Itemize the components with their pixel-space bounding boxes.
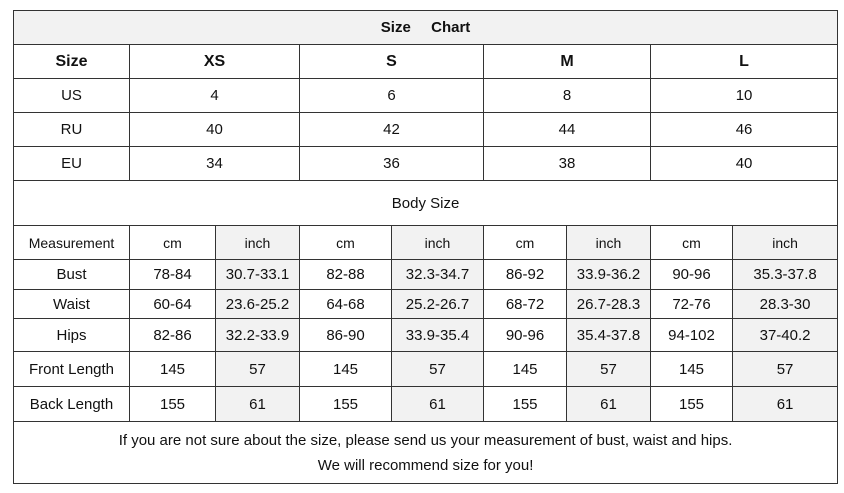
row-label: RU: [14, 113, 130, 147]
measurement-header: Measurement: [14, 226, 130, 260]
table-cell: 155: [130, 387, 216, 422]
row-label: Front Length: [14, 352, 130, 387]
conversion-row-us: [14, 79, 838, 113]
table-cell: 26.7-28.3: [567, 290, 651, 319]
table-cell: 28.3-30: [733, 290, 838, 319]
table-cell: 30.7-33.1: [216, 260, 300, 290]
measurement-row-hips: [14, 319, 838, 352]
table-cell: 155: [300, 387, 392, 422]
table-cell: 61: [567, 387, 651, 422]
table-cell: 78-84: [130, 260, 216, 290]
row-label: Waist: [14, 290, 130, 319]
unit-row: [14, 226, 838, 260]
table-cell: 145: [130, 352, 216, 387]
table-cell: 32.2-33.9: [216, 319, 300, 352]
measurement-row-front-length: [14, 352, 838, 387]
table-cell: 38: [484, 147, 651, 181]
table-cell: 37-40.2: [733, 319, 838, 352]
table-cell: 61: [392, 387, 484, 422]
unit-cm: cm: [300, 226, 392, 260]
note-line-1: If you are not sure about the size, please send us your measurement of bust, waist and hips.: [118, 431, 733, 449]
table-cell: 61: [216, 387, 300, 422]
table-cell: 64-68: [300, 290, 392, 319]
table-cell: 36: [300, 147, 484, 181]
table-cell: 86-90: [300, 319, 392, 352]
table-cell: 40: [130, 113, 300, 147]
table-cell: 72-76: [651, 290, 733, 319]
table-cell: 60-64: [130, 290, 216, 319]
chart-title: Size Chart: [14, 11, 838, 45]
table-cell: 33.9-35.4: [392, 319, 484, 352]
size-header-m: M: [484, 45, 651, 79]
measurement-row-back-length: [14, 387, 838, 422]
size-column-header: Size: [14, 45, 130, 79]
size-header-l: L: [651, 45, 838, 79]
conversion-row-eu: [14, 147, 838, 181]
table-cell: 90-96: [484, 319, 567, 352]
table-cell: 6: [300, 79, 484, 113]
table-cell: 44: [484, 113, 651, 147]
size-chart-table: [13, 10, 838, 484]
table-cell: 145: [484, 352, 567, 387]
table-cell: 57: [216, 352, 300, 387]
table-cell: 42: [300, 113, 484, 147]
unit-cm: cm: [130, 226, 216, 260]
size-header-s: S: [300, 45, 484, 79]
table-cell: 57: [392, 352, 484, 387]
note-line-2: We will recommend size for you!: [317, 456, 534, 474]
row-label: US: [14, 79, 130, 113]
table-cell: 145: [651, 352, 733, 387]
table-cell: 61: [733, 387, 838, 422]
table-cell: 90-96: [651, 260, 733, 290]
unit-inch: inch: [567, 226, 651, 260]
unit-inch: inch: [216, 226, 300, 260]
size-advice-note: [14, 422, 838, 484]
table-cell: 8: [484, 79, 651, 113]
table-cell: 57: [567, 352, 651, 387]
table-cell: 46: [651, 113, 838, 147]
table-cell: 145: [300, 352, 392, 387]
measurement-row-waist: [14, 290, 838, 319]
table-cell: 33.9-36.2: [567, 260, 651, 290]
unit-inch: inch: [392, 226, 484, 260]
unit-cm: cm: [484, 226, 567, 260]
table-cell: 68-72: [484, 290, 567, 319]
body-size-title: Body Size: [14, 181, 838, 226]
conversion-row-ru: [14, 113, 838, 147]
unit-inch: inch: [733, 226, 838, 260]
table-cell: 35.3-37.8: [733, 260, 838, 290]
table-cell: 82-88: [300, 260, 392, 290]
table-cell: 82-86: [130, 319, 216, 352]
row-label: EU: [14, 147, 130, 181]
table-cell: 40: [651, 147, 838, 181]
row-label: Bust: [14, 260, 130, 290]
table-cell: 34: [130, 147, 300, 181]
measurement-row-bust: [14, 260, 838, 290]
table-cell: 155: [651, 387, 733, 422]
row-label: Back Length: [14, 387, 130, 422]
table-cell: 23.6-25.2: [216, 290, 300, 319]
table-cell: 32.3-34.7: [392, 260, 484, 290]
table-cell: 94-102: [651, 319, 733, 352]
table-cell: 86-92: [484, 260, 567, 290]
table-cell: 57: [733, 352, 838, 387]
row-label: Hips: [14, 319, 130, 352]
unit-cm: cm: [651, 226, 733, 260]
table-cell: 4: [130, 79, 300, 113]
table-cell: 10: [651, 79, 838, 113]
table-cell: 25.2-26.7: [392, 290, 484, 319]
size-header-xs: XS: [130, 45, 300, 79]
table-cell: 155: [484, 387, 567, 422]
table-cell: 35.4-37.8: [567, 319, 651, 352]
